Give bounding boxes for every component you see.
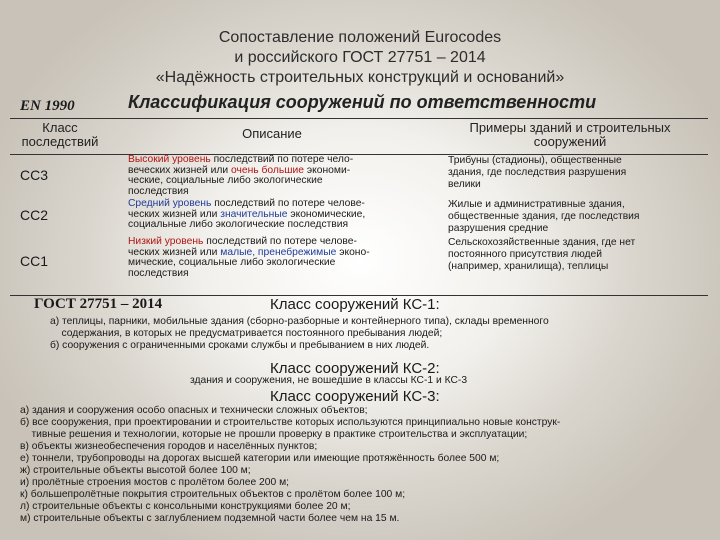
header-examples: Примеры зданий и строительных сооружений	[469, 120, 671, 149]
class-cc2: CC2	[20, 207, 49, 223]
desc-highlight: очень большие	[231, 164, 305, 176]
description-cc1	[128, 237, 443, 279]
header-classes: Класс последствий	[21, 120, 99, 149]
level-low: Низкий уровень	[128, 236, 204, 247]
desc-text: последствий по потере челове- ческих жизней или	[128, 236, 357, 258]
ks1-heading: Класс сооружений КС-1:	[270, 296, 440, 313]
list-item: к) большепролётные покрытия строительных объектов с пролётом более 100 м;	[20, 489, 406, 500]
list-item: б) все сооружения, при проектировании и строительстве которых используются принципиально новые конструк-	[20, 417, 561, 428]
examples-cc2: Жилые и административные здания, общественные здания, где последствия разрушения средние	[448, 199, 640, 234]
examples-cc3: Трибуны (стадионы), общественные здания, где последствия разрушения велики	[448, 155, 627, 190]
title-line-3: «Надёжность строительных конструкций и оснований»	[155, 69, 565, 86]
desc-text: последствий по потере чело- веческих жизней или	[128, 154, 354, 176]
list-item: е) тоннели, трубопроводы на дорогах высшей категории или имеющие протяжённость более 500 м;	[20, 453, 500, 464]
desc-highlight: малые, пренебрежимые	[220, 246, 337, 258]
desc-text: экономи- ческие, социальные либо экологические последствия	[128, 164, 351, 197]
level-high: Высокий уровень	[128, 154, 211, 165]
list-item: и) пролётные строения мостов с пролётом более 200 м;	[20, 477, 290, 488]
title-line-2: и российского ГОСТ 27751 – 2014	[234, 49, 486, 66]
level-medium: Средний уровень	[128, 198, 212, 209]
gost-label: ГОСТ 27751 – 2014	[34, 296, 163, 312]
ks1-list	[50, 316, 710, 352]
description-cc2	[128, 199, 443, 231]
examples-cc1: Сельскохозяйственные здания, где нет постоянного присутствия людей (например, хранилища), теплицы	[448, 237, 636, 272]
class-cc3: CC3	[20, 167, 49, 183]
list-item: содержания, в которых не предусматривается постоянного пребывания людей;	[50, 328, 443, 339]
desc-text: последствий по потере челове- ческих жизней или	[128, 198, 365, 220]
header-description: Описание	[242, 126, 302, 141]
list-item: м) строительные объекты с заглублением подземной части более чем на 15 м.	[20, 513, 400, 524]
description-cc3	[128, 155, 443, 197]
list-item: а) теплицы, парники, мобильные здания (сборно-разборные и контейнерного типа), склады временного	[50, 316, 549, 327]
list-item: б) сооружения с ограниченными сроками службы и пребыванием в них людей.	[50, 340, 430, 351]
desc-text: эконо- мические, социальные либо экологические последствия	[128, 246, 370, 279]
list-item: в) объекты жизнеобеспечения городов и населённых пунктов;	[20, 441, 318, 452]
title-line-1: Сопоставление положений Eurocodes	[218, 29, 502, 46]
ks3-list	[20, 405, 710, 525]
list-item: ж) строительные объекты высотой более 100 м;	[20, 465, 251, 476]
desc-text: экономические, социальные либо экологические последствия	[128, 208, 366, 231]
classification-title: Классификация сооружений по ответственности	[128, 92, 597, 112]
consequence-class-table	[10, 118, 708, 296]
ks2-heading: Класс сооружений КС-2:	[270, 360, 440, 377]
desc-highlight: значительные	[220, 208, 288, 220]
list-item: тивные решения и технологии, которые не прошли проверку в практике строительства и эксплуатации;	[20, 429, 528, 440]
ks2-text: здания и сооружения, не вошедшие в классы КС-1 и КС-3	[190, 375, 468, 386]
en-1990-label: EN 1990	[20, 98, 75, 114]
list-item: а) здания и сооружения особо опасных и технически сложных объектов;	[20, 405, 368, 416]
class-cc1: CC1	[20, 253, 49, 269]
list-item: л) строительные объекты с консольными конструкциями более 20 м;	[20, 501, 351, 512]
ks3-heading: Класс сооружений КС-3:	[270, 388, 440, 405]
